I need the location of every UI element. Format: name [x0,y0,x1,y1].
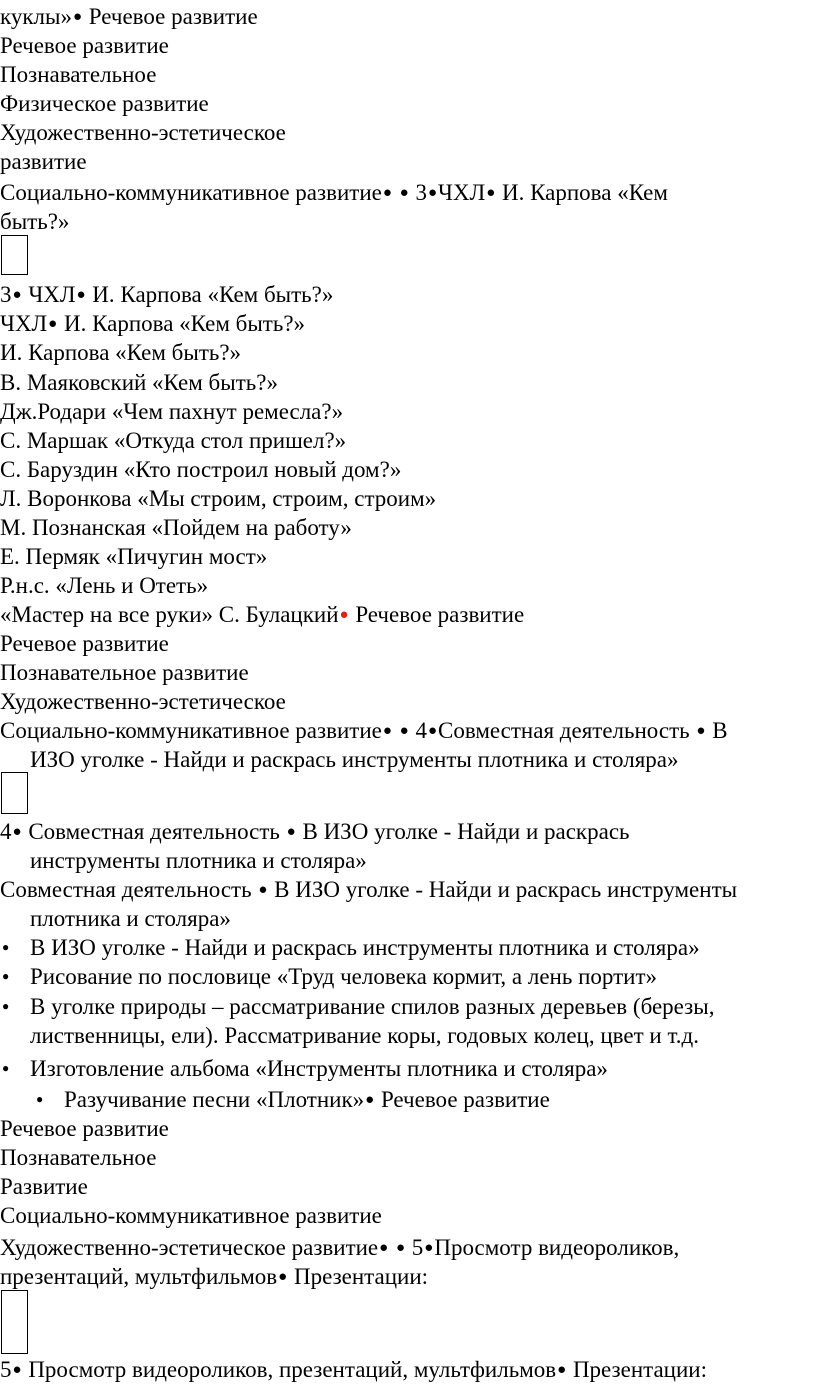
text-line: инструменты плотника и столяра» [30,848,367,873]
text-line: Познавательное [0,1145,157,1170]
bullet-dot-icon: ● [399,185,409,201]
bullet-dot-icon: ● [12,287,22,303]
text-line: М. Познанская «Пойдем на работу» [0,515,352,540]
checkbox-frame [1,772,28,814]
bullet-dot-icon: ● [278,1269,288,1285]
bullet-dot-icon: ● [12,824,22,840]
bullet-dot-icon: ● [72,9,83,25]
text-line: быть?» [0,209,70,234]
text-line: ЧХЛ● И. Карпова «Кем быть?» [0,309,305,338]
text-line: 5● Просмотр видеороликов, презентаций, мультфильмов● Презентации: [0,1355,707,1384]
bullet-dot-icon: ● [379,1240,389,1256]
bullet-dot-icon: ● [365,1092,375,1108]
bullet-dot-icon: ● [395,1240,406,1256]
bullet-dot-icon: ● [76,287,86,303]
bullet-dot-icon: ● [557,1362,567,1378]
text-line: Речевое развитие [0,33,169,58]
list-item-text: В ИЗО уголке - Найди и раскрась инструменты плотника и столяра» [30,935,700,960]
text-line: Дж.Родари «Чем пахнут ремесла?» [0,399,344,424]
text-line: презентаций, мультфильмов● Презентации: [0,1262,428,1291]
text-line: Познавательное [0,62,157,87]
text-line: «Мастер на все руки» С. Булацкий● Речевое развитие [0,600,524,629]
text-line: куклы»● Речевое развитие [0,2,258,31]
bullet-dot-icon: ● [427,723,438,739]
bullet-dot-icon: ● [2,940,10,954]
bullet-dot-icon: ● [258,882,268,898]
text-line: Познавательное развитие [0,660,249,685]
bullet-dot-icon: ● [2,999,10,1013]
text-line: Социально-коммуникативное развитие● ● 3●ЧХЛ● И. Карпова «Кем [0,178,668,207]
bullet-dot-icon: ● [2,1061,10,1075]
bullet-dot-icon: ● [36,1092,44,1106]
text-line: ИЗО уголке - Найди и раскрась инструменты плотника и столяра» [30,747,679,772]
text-line: Социально-коммуникативное развитие● ● 4●Совместная деятельность ● В [0,716,728,745]
bullet-dot-icon: ● [486,185,496,201]
text-line: развитие [0,149,87,174]
bullet-dot-icon: ● [382,723,392,739]
bullet-dot-icon: ● [48,316,58,332]
text-line: Речевое развитие [0,1116,169,1141]
list-item-text: лиственницы, ели). Рассматривание коры, годовых колец, цвет и т.д. [30,1023,699,1048]
checkbox-frame [1,1290,28,1354]
bullet-dot-icon: ● [2,969,10,983]
text-line: Речевое развитие [0,631,169,656]
bullet-dot-icon: ● [382,185,392,201]
bullet-dot-icon: ● [339,607,349,623]
text-line: Художественно-эстетическое [0,120,286,145]
text-line: Е. Пермяк «Пичугин мост» [0,544,268,569]
text-line: Художественно-эстетическое развитие● ● 5●Просмотр видеороликов, [0,1233,679,1262]
text-line: В. Маяковский «Кем быть?» [0,370,278,395]
bullet-dot-icon: ● [696,723,706,739]
text-line: Социально-коммуникативное развитие [0,1203,382,1228]
bullet-dot-icon: ● [12,1362,22,1378]
checkbox-frame [1,235,28,275]
text-line: С. Баруздин «Кто построил новый дом?» [0,457,402,482]
bullet-dot-icon: ● [286,824,296,840]
text-line: 4● Совместная деятельность ● В ИЗО уголке - Найди и раскрась [0,817,630,846]
text-line: плотника и столяра» [30,906,231,931]
list-item-text: В уголке природы – рассматривание спилов разных деревьев (березы, [30,994,715,1019]
text-line: Л. Воронкова «Мы строим, строим, строим» [0,486,437,511]
text-line: 3● ЧХЛ● И. Карпова «Кем быть?» [0,280,333,309]
text-line: Р.н.с. «Лень и Отеть» [0,573,209,598]
list-item-text: Разучивание песни «Плотник»● Речевое развитие [64,1085,550,1114]
text-line: Развитие [0,1174,88,1199]
text-line: Физическое развитие [0,91,209,116]
text-line: Художественно-эстетическое [0,689,286,714]
bullet-dot-icon: ● [399,723,409,739]
list-item-text: Изготовление альбома «Инструменты плотника и столяра» [30,1056,608,1081]
text-line: Совместная деятельность ● В ИЗО уголке - Найди и раскрась инструменты [0,875,737,904]
list-item-text: Рисование по пословице «Труд человека кормит, а лень портит» [30,964,658,989]
text-line: И. Карпова «Кем быть?» [0,340,242,365]
bullet-dot-icon: ● [427,185,438,201]
bullet-dot-icon: ● [424,1240,434,1256]
text-line: С. Маршак «Откуда стол пришел?» [0,428,347,453]
